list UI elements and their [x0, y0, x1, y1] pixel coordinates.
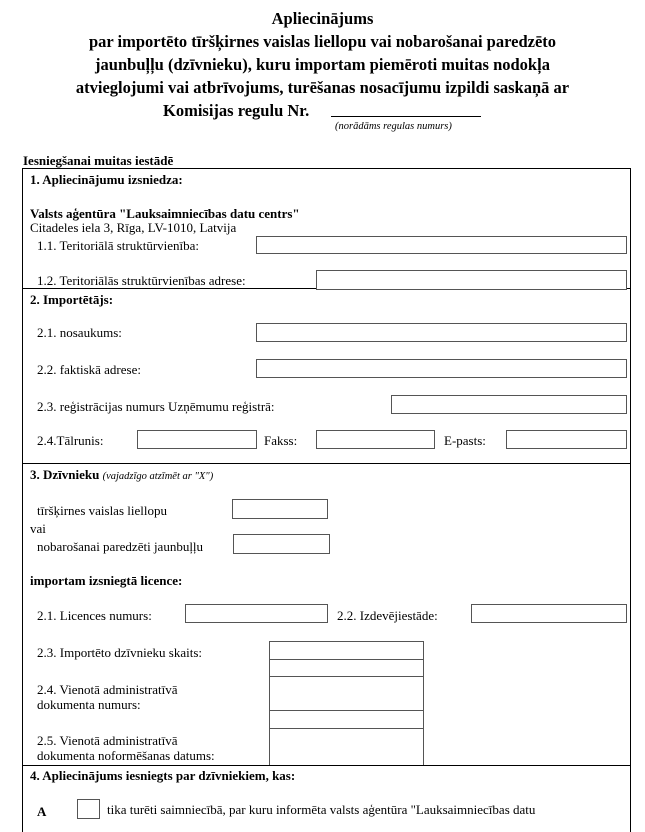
field-2-1-label: 2.1. nosaukums:	[37, 325, 122, 340]
sad-date-label-2: dokumenta noformēšanas datums:	[37, 748, 215, 763]
licence-number-input[interactable]	[185, 604, 328, 623]
section3-heading-line	[30, 467, 213, 484]
phone-input[interactable]	[137, 430, 257, 449]
or-label: vai	[30, 521, 46, 536]
fax-label: Fakss:	[264, 433, 298, 448]
importer-name-input[interactable]	[256, 323, 627, 342]
option-a-text: tika turēti saimniecībā, par kuru informēta valsts aģentūra "Lauksaimniecības datu	[107, 802, 536, 817]
importer-address-input[interactable]	[256, 359, 627, 378]
regulation-hint: (norādāms regulas numurs)	[335, 121, 452, 132]
section4-heading: 4. Apliecinājums iesniegts par dzīvniekiem, kas:	[30, 768, 296, 783]
sad-number-label-1: 2.4. Vienotā administratīvā	[37, 682, 178, 697]
issuing-authority-label: 2.2. Izdevējiestāde:	[337, 608, 438, 623]
field-2-4-label: 2.4.Tālrunis:	[37, 433, 104, 448]
section3-heading: 3. Dzīvnieku	[30, 467, 100, 482]
regulation-number-line[interactable]	[331, 116, 481, 117]
licence-heading: importam izsniegtā licence:	[30, 573, 183, 588]
sad-number-input[interactable]	[269, 676, 424, 711]
section3-hint: (vajadzīgo atzīmēt ar "X")	[102, 471, 214, 482]
option-a-checkbox[interactable]	[77, 799, 100, 819]
animal-count-label: 2.3. Importēto dzīvnieku skaits:	[37, 645, 203, 660]
title-line-4: atvieglojumi vai atbrīvojums, turēšanas nosacījumu izpildi saskaņā ar	[75, 78, 570, 97]
option-breeding-cattle-label: tīršķirnes vaislas liellopu	[37, 503, 167, 518]
table-left-border	[22, 168, 23, 832]
field-2-2-label: 2.2. faktiskā adrese:	[37, 362, 141, 377]
field-1-2-label: 1.2. Teritoriālās struktūrvienības adrese:	[37, 273, 246, 288]
territorial-unit-address-input[interactable]	[316, 270, 627, 290]
table-top-border	[22, 168, 631, 169]
sad-number-input-2[interactable]	[269, 710, 424, 729]
field-2-3-label: 2.3. reģistrācijas numurs Uzņēmumu reģistrā:	[37, 399, 275, 414]
animal-count-input-2[interactable]	[269, 659, 424, 677]
sad-number-label-2: dokumenta numurs:	[37, 697, 141, 712]
option-a-letter: A	[37, 804, 47, 819]
sad-date-label-1: 2.5. Vienotā administratīvā	[37, 733, 178, 748]
option-bulls-label: nobarošanai paredzēti jaunbuļļu	[37, 539, 204, 554]
customs-office-label: Iesniegšanai muitas iestādē	[23, 153, 174, 168]
title-line-3: jaunbuļļu (dzīvnieku), kuru importam piemēroti muitas nodokļa	[95, 55, 550, 74]
animal-count-input[interactable]	[269, 641, 424, 660]
regulation-label: Komisijas regulu Nr.	[163, 101, 310, 120]
sad-date-input[interactable]	[269, 728, 424, 765]
email-input[interactable]	[506, 430, 627, 449]
section-divider-2	[22, 463, 631, 464]
table-right-border	[630, 168, 631, 832]
title-line-2: par importēto tīršķirnes vaislas liellopu vai nobarošanai paredzēto	[88, 32, 557, 51]
section-divider-3	[22, 765, 631, 766]
agency-address: Citadeles iela 3, Rīga, LV-1010, Latvija	[30, 220, 237, 235]
option-breeding-cattle-box[interactable]	[232, 499, 328, 519]
field-1-1-label: 1.1. Teritoriālā struktūrvienība:	[37, 238, 200, 253]
section2-heading: 2. Importētājs:	[30, 292, 114, 307]
agency-name: Valsts aģentūra "Lauksaimniecības datu centrs"	[30, 206, 300, 221]
email-label: E-pasts:	[444, 433, 486, 448]
fax-input[interactable]	[316, 430, 435, 449]
licence-number-label: 2.1. Licences numurs:	[37, 608, 152, 623]
option-bulls-box[interactable]	[233, 534, 330, 554]
registration-number-input[interactable]	[391, 395, 627, 414]
issuing-authority-input[interactable]	[471, 604, 627, 623]
section1-heading: 1. Apliecinājumu izsniedza:	[30, 172, 183, 187]
territorial-unit-input[interactable]	[256, 236, 627, 254]
title-line-1: Apliecinājums	[271, 9, 374, 28]
